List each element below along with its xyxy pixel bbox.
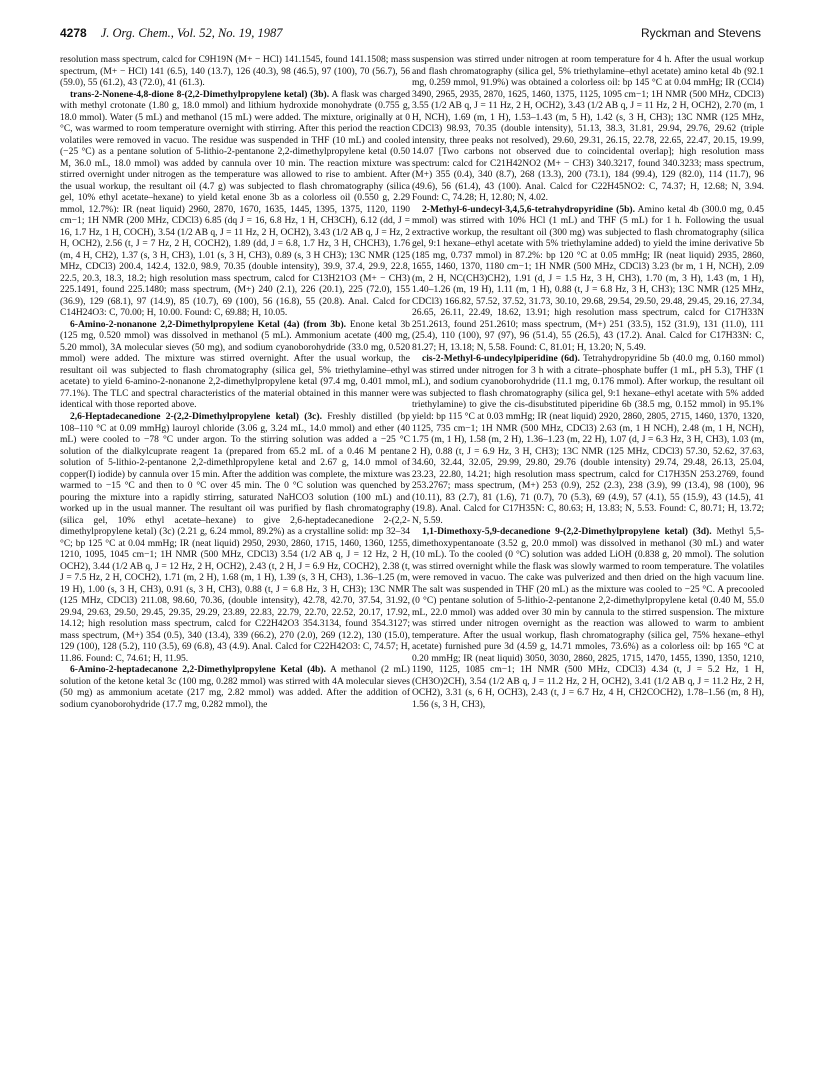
experimental-entry-4b bbox=[60, 664, 410, 710]
paragraph-text: A methanol (2 mL) solution of the ketone ketal 3c (100 mg, 0.282 mmol) was stirred with 4A molecular sieves (50 mg) as ammonium acetate (217 mg, 2.82 mmol) was added. After the addition of sodium cyanoborohydride (17.7 mg, 0.282 mmol), the bbox=[60, 664, 410, 710]
compound-heading: 2,6-Heptadecanedione 2-(2,2-Dimethylpropylene ketal) (3c). bbox=[70, 410, 322, 422]
compound-heading: 2-Methyl-6-undecyl-3,4,5,6-tetrahydropyridine (5b). bbox=[422, 203, 635, 215]
page-number: 4278 bbox=[60, 26, 87, 40]
page-header bbox=[60, 26, 761, 40]
compound-heading: 1,1-Dimethoxy-5,9-decanedione 9-(2,2-Dimethylpropylene ketal) (3d). bbox=[422, 526, 712, 538]
running-authors: Ryckman and Stevens bbox=[640, 26, 761, 40]
experimental-entry-5b bbox=[412, 204, 764, 354]
paragraph-text: Tetrahydropyridine 5b (40.0 mg, 0.160 mmol) was stirred under nitrogen for 3 h with a citrate–phosphate buffer (1 mL, pH 5.3), THF (1 mL), and sodium cyanoborohydride (11.1 mg, 0.176 mmol). After workup, the resultant oil was subjected to flash chromatography (silica gel, 9:1 hexane–ethyl acetate with 5% added triethylamine) to give the cis-disubstituted piperidine 6b (38.5 mg, 0.152 mmol) in 95.1% yield: bp 115 °C at 0.03 mmHg; IR (neat liquid) 2920, 2860, 2805, 2715, 1460, 1370, 1320, 1125, 735 cm−1; 1H NMR (500 MHz, CDCl3) 2.63 (m, 1 H NCH), 2.48 (m, 1 H, NCH), 1.75 (m, 1 H), 1.58 (m, 2 H), 1.36–1.23 (m, 22 H), 1.07 (d, J = 6.3 Hz, 3 H, CH3), 1.03 (m, 2 H), 0.88 (t, J = 6.9 Hz, 3 H, CH3); 13C NMR (125 MHz, CDCl3) 57.30, 52.62, 37.63, 34.60, 32.44, 32.05, 29.99, 29.80, 29.76 (double intensity) 29.74, 29.48, 26.13, 25.04, 23.23, 22.80, 14.21; high resolution mass spectrum, calcd for C17H35N 253.2769, found 253.2767; mass spectrum, (M+) 253 (0.9), 252 (2.3), 238 (3.9), 99 (13.4), 98 (100), 96 (10.11), 83 (2.7), 81 (1.6), 71 (0.7), 70 (5.3), 69 (4.9), 57 (4.1), 55 (15.9), 43 (14.5), 41 (19.8). Anal. Calcd for C17H35N: C, 80.63; H, 13.83; N, 5.53. Found: C, 80.71; H, 13.72; N, 5.59. bbox=[412, 353, 764, 526]
right-column bbox=[412, 54, 764, 710]
left-column bbox=[60, 54, 410, 710]
compound-heading: cis-2-Methyl-6-undecylpiperidine (6d). bbox=[422, 353, 580, 365]
experimental-entry-3b bbox=[60, 89, 410, 319]
paragraph-text: Freshly distilled (bp 108–110 °C at 0.09 mmHg) lauroyl chloride (3.06 g, 3.24 mL, 14.0 mmol) and ether (40 mL) were cooled to −78 °C under argon. To the stirring solution was added a −25 °C solution of the dialkylcuprate reagent 1a (prepared from 65.2 mL of a 0.46 M pentane solution of 5-lithio-2-pentanone 2,2-dimethlpropylene ketal and 2.67 g, 14.0 mmol of copper(I) iodide) by cannula over 15 min. After the addition was complete, the mixture was warmed to −15 °C and then to 0 °C over 45 min. The 0 °C solution was quenched by pouring the mixture into a rapidly stirring, saturated NaHCO3 solution (100 mL) and worked up in the usual manner. The resultant oil was purified by flash chromatography (silica gel, 10% ethyl acetate–hexane) to give 2,6-heptadecanedione 2-(2,2-dimethylpropylene ketal) (3c) (2.21 g, 6.24 mmol, 89.2%) as a crystalline solid: mp 32–34 °C; bp 125 °C at 0.04 mmHg; IR (neat liquid) 2950, 2930, 2860, 1715, 1460, 1360, 1255, 1210, 1095, 1045 cm−1; 1H NMR (500 MHz, CDCl3) 3.54 (1/2 AB q, J = 12 Hz, 2 H, OCH2), 3.44 (1/2 AB q, J = 12 Hz, 2 H, OCH2), 2.43 (t, 2 H, J = 6.9 Hz, COCH2), 2.38 (t, J = 7.5 Hz, 2 H, COCH2), 1.71 (m, 2 H), 1.68 (m, 1 H), 1.39 (s, 3 H, CH3), 1.36–1.25 (m, 19 H), 1.00 (s, 3 H, CH3), 0.91 (s, 3 H, CH3), 0.88 (t, J = 6.8 Hz, 3 H, CH3); 13C NMR (125 MHz, CDCl3) 211.08, 98.60, 70.36, (double intensity), 42.78, 42.70, 37.54, 31.92, 29.94, 29.63, 29.50, 29.45, 29.35, 29.29, 23.89, 22.83, 22.79, 22.70, 22.52, 20.17, 17.92, 14.12; high resolution mass spectrum, calcd for C22H42O3 354.3134, found 354.3127; mass spectrum, (M+) 354 (0.5), 340 (13.4), 339 (66.2), 270 (2.0), 269 (12.2), 130 (15.0), 129 (100), 128 (5.2), 110 (3.5), 69 (6.8), 43 (4.9). Anal. Calcd for C22H42O3: C, 74.57; H, 11.86. Found: C, 74.61; H, 11.95. bbox=[60, 410, 410, 664]
compound-heading: 6-Amino-2-heptadecanone 2,2-Dimethylpropylene Ketal (4b). bbox=[70, 664, 326, 676]
compound-heading: 6-Amino-2-nonanone 2,2-Dimethylpropylene Ketal (4a) (from 3b). bbox=[70, 318, 347, 330]
experimental-entry-3d bbox=[412, 526, 764, 710]
experimental-entry-6d bbox=[412, 353, 764, 526]
journal-citation: J. Org. Chem., Vol. 52, No. 19, 1987 bbox=[100, 26, 283, 40]
experimental-entry-3c bbox=[60, 411, 410, 664]
experimental-entry-4a bbox=[60, 319, 410, 411]
paragraph-text: Amino ketal 4b (300.0 mg, 0.45 mmol) was stirred with 10% HCl (1 mL) and THF (5 mL) for 1 h. Following the usual extractive workup, the resultant oil (300 mg) was subjected to flash chromatography (silica gel, 9:1 hexane–ethyl acetate with 5% triethylamine added) to yield the imine derivative 5b (185 mg, 0.737 mmol) in 87.2%: bp 120 °C at 0.05 mmHg; IR (neat liquid) 2935, 2860, 1655, 1460, 1370, 1180 cm−1; 1H NMR (500 MHz, CDCl3) 3.23 (br m, 1 H, NCH), 2.09 (m, 2 H, NC(CH3)CH2), 1.91 (d, J = 1.5 Hz, 3 H, CH3), 1.70 (m, 3 H), 1.43 (m, 1 H), 1.40–1.26 (m, 19 H), 1.11 (m, 1 H), 0.88 (t, J = 6.8 Hz, 3 H, CH3); 13C NMR (125 MHz, CDCl3) 166.82, 57.52, 37.52, 31.73, 30.10, 29.68, 29.54, 29.50, 29.48, 29.45, 29.16, 27.34, 26.65, 26.11, 22.49, 18.62, 13.91; high resolution mass spectrum, calcd for C17H33N 251.2613, found 251.2610; mass spectrum, (M+) 251 (33.5), 152 (31.9), 131 (11.0), 111 (25.4), 110 (100), 97 (97), 96 (51.4), 55 (26.5), 43 (17.2). Anal. Calcd for C17H33N: C, 81.27; H, 13.18; N, 5.58. Found: C, 81.01; H, 13.20; N, 5.49. bbox=[412, 203, 764, 353]
paragraph-text: suspension was stirred under nitrogen at room temperature for 4 h. After the usual workup and flash chromatography (silica gel, 5% triethylamine–ethyl acetate) amino ketal 4b (92.1 mg, 0.259 mmol, 91.9%) was obtained a colorless oil: bp 145 °C at 0.04 mmHg; IR (CCl4) 3490, 2965, 2935, 2870, 1625, 1460, 1375, 1125, 1095 cm−1; 1H NMR (500 MHz, CDCl3) 3.55 (1/2 AB q, J = 11 Hz, 2 H, OCH2), 3.43 (1/2 AB q, J = 11 Hz, 2 H, OCH2), 2.70 (m, 1 H, NCH), 1.69 (m, 1 H), 1.53–1.43 (m, 5 H), 1.42 (s, 3 H, CH3); 13C NMR (125 MHz, CDCl3) 98.93, 70.35 (double intensity), 51.13, 38.3, 31.81, 29.94, 29.76, 29.62 (triple intensity, three peaks not resolved), 29.60, 29.31, 26.15, 22.78, 22.65, 22.47, 20.15, 19.99, 14.07 [Two carbons not observed due to coincidental overlap]; high resolution mass spectrum: calcd for C21H42NO2 (M+ − CH3) 340.3217, found 340.3233; mass spectrum, (M+) 355 (0.4), 340 (8.7), 268 (13.3), 200 (73.1), 184 (99.4), 129 (82.0), 114 (11.7), 96 (49.6), 56 (61.4), 43 (100). Anal. Calcd for C22H45NO2: C, 74.37; H, 12.68; N, 3.94. Found: C, 74.28; H, 12.80; N, 4.02. bbox=[412, 54, 764, 204]
paragraph-continued bbox=[60, 54, 410, 89]
paragraph-continued bbox=[412, 54, 764, 204]
paragraph-text: Methyl 5,5-dimethoxypentanoate (3.52 g, 20.0 mmol) was dissolved in methanol (30 mL) and water (10 mL). To the cooled (0 °C) solution was added LiOH (0.838 g, 20 mmol). The solution was stirred overnight while the flask was slowly warmed to room temperature. The volatiles were removed in vacuo. The cake was pulverized and then dried on the high vacuum line. The salt was suspended in THF (20 mL) as the mixture was cooled to −25 °C. A precooled (0 °C) pentane solution of 5-lithio-2-pentanone 2,2-dimethylpropylene ketal (0.40 M, 55.0 mL, 22.0 mmol) was added over 30 min by cannula to the stirred suspension. The mixture was stirred under nitrogen overnight as the reaction was allowed to warm to ambient temperature. After the usual workup, flash chromatography (silica gel, 75% hexane–ethyl acetate) furnished pure 3d (4.59 g, 14.71 mmoles, 73.6%) as a colorless oil: bp 165 °C at 0.20 mmHg; IR (neat liquid) 3050, 3030, 2860, 2825, 1715, 1470, 1455, 1390, 1350, 1210, 1190, 1125, 1085 cm−1; 1H NMR (500 MHz, CDCl3) 4.34 (t, J = 5.2 Hz, 1 H, (CH3O)2CH), 3.54 (1/2 AB q, J = 11.2 Hz, 2 H, OCH2), 3.41 (1/2 AB q, J = 11.2 Hz, 2 H, OCH2), 3.31 (s, 6 H, OCH3), 2.43 (t, J = 6.7 Hz, 4 H, CH2COCH2), 1.78–1.56 (m, 8 H), 1.56 (s, 3 H, CH3), bbox=[412, 526, 765, 710]
paragraph-text: A flask was charged with methyl crotonate (1.80 g, 18.0 mmol) and lithium hydroxide monohydrate (0.755 g, 18.0 mmol). Water (5 mL) and methanol (15 mL) were added. The mixture, originally at 0 °C, was warmed to room temperature overnight with stirring. After this period the reaction volatiles were removed in vacuo. The residue was suspended in THF (10 mL) and cooled (−25 °C) as a pentane solution of 5-lithio-2-pentanone 2,2-dimethylpropylene ketal (0.50 M, 36.0 mL, 18.0 mmol) was added by cannula over 10 min. The reaction mixture was stirred overnight under nitrogen as the temperature was allowed to rise to ambient. After the usual workup, the resultant oil (4.7 g) was subjected to flash chromatography (silica gel, 10% ethyl acetate–hexane) to yield ketal enone 3b as a colorless oil (0.550 g, 2.29 mmol, 12.7%): IR (neat liquid) 2960, 2870, 1670, 1635, 1445, 1395, 1375, 1120, 1190 cm−1; 1H NMR (200 MHz, CDCl3) 6.85 (dq J = 16, 6.8 Hz, 1 H, CH3CH), 6.12 (dd, J = 16, 1.7 Hz, 1 H, COCH), 3.54 (1/2 AB q, J = 11 Hz, 2 H, OCH2), 3.43 (1/2 AB q, J = Hz, 2 H, OCH2), 2.56 (t, J = 7 Hz, 2 H, COCH2), 1.89 (dd, J = 6.8, 1.7 Hz, 3 H, CHCH3), 1.76 (m, 4 H, CH2), 1.37 (s, 3 H, CH3), 1.01 (s, 3 H, CH3), 0.89 (s, 3 H CH3); 13C NMR (125 MHz, CDCl3) 200.4, 142.4, 132.0, 98.9, 70.35 (double intensity), 39.9, 37.4, 29.9, 22.8, 22.5, 20.3, 18.3, 18.2; high resolution mass spectrum, calcd for C13H21O3 (M+ − CH3) 225.1491, found 225.1480; mass spectrum, (M+) 240 (2.1), 226 (20.1), 225 (72.0), 155 (36.9), 129 (68.1), 97 (14.9), 85 (10.7), 69 (100), 56 (16.8), 55 (20.8). Anal. Calcd for C14H24O3: C, 70.00; H, 10.00. Found: C, 69.88; H, 10.05. bbox=[60, 88, 410, 319]
compound-heading: trans-2-Nonene-4,8-dione 8-(2,2-Dimethylpropylene ketal) (3b). bbox=[70, 88, 330, 100]
paragraph-text: Enone ketal 3b (125 mg, 0.520 mmol) was dissolved in methanol (5 mL). Ammonium acetate (400 mg, 5.20 mmol), 3A molecular sieves (50 mg), and sodium cyanoborohydride (33.0 mg, 0.520 mmol) were added. The mixture was stirred overnight. After the usual workup, the resultant oil was subjected to flash chromatography (silica gel, 5% triethylamine–ethyl acetate) to yield 6-amino-2-nonanone 2,2-dimethylpropylene ketal (97.4 mg, 0.401 mmol, 77.1%). The TLC and spectral characteristics of the material obtained in this manner were identical with those reported above. bbox=[60, 318, 410, 411]
paragraph-text: resolution mass spectrum, calcd for C9H19N (M+ − HCl) 141.1545, found 141.1508; mass spectrum, (M+ − HCl) 141 (6.5), 140 (13.7), 126 (40.3), 98 (46.5), 97 (100), 70 (56.7), 56 (59.0), 55 (61.2), 43 (72.0), 41 (61.3). bbox=[60, 54, 410, 89]
